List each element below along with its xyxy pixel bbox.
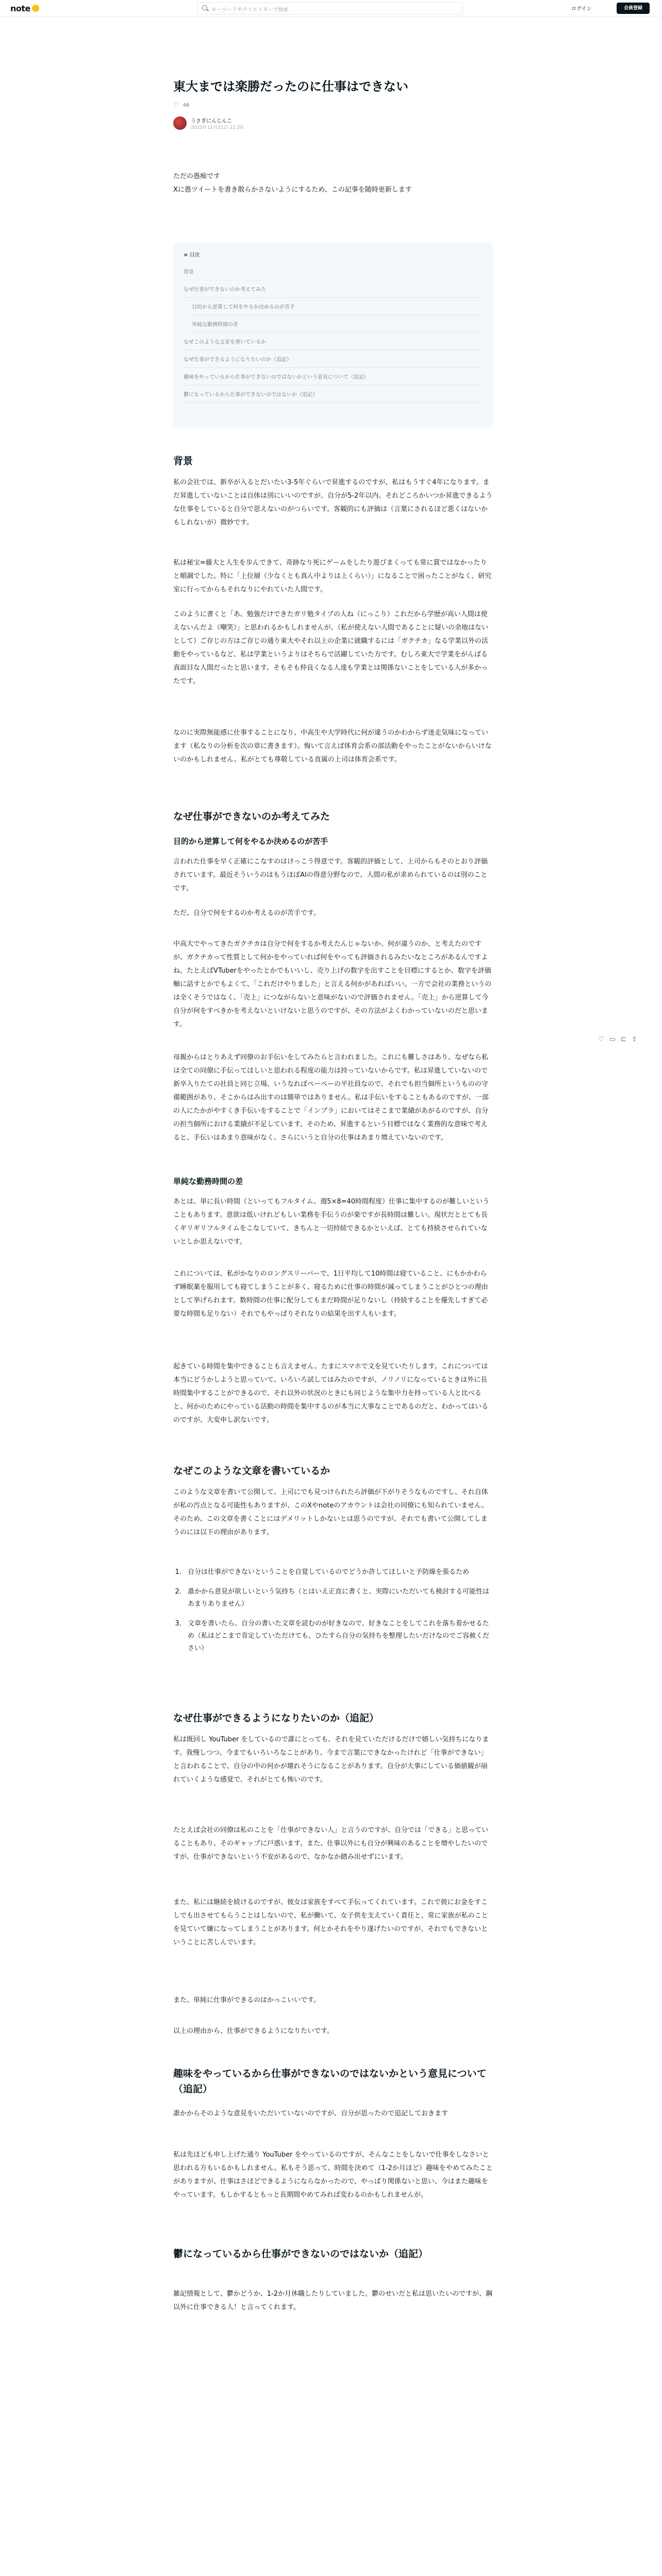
heading-why: なぜ仕事ができないのか考えてみた (173, 811, 330, 822)
table-of-contents (173, 242, 493, 428)
publish-date: 2023年11月21日 21:20 (191, 125, 243, 130)
list-item: 2. 誰かから意見が欲しいという気持ち（とはいえ正直に書くと、実際にいただいても検討する可能性はあまりありません） (184, 1586, 493, 1611)
heading-writing: なぜこのような文章を書いているか (173, 1465, 330, 1477)
list-item: 3. 文章を書いたら、自分の書いた文章を読むのが好きなので、好きなことをしてこれを落ち着かせるため（私はどこまで肯定していただけても、ひたすら自分の気持ちを整理したいだけなのでご容赦ください） (184, 1618, 493, 1655)
heading-want: なぜ仕事ができるようになりたいのか（追記） (173, 1713, 379, 1724)
search-placeholder: キーワードやクリエイターで検索 (211, 7, 289, 13)
subheading-goal: 目的から逆算して何をやるか決めるのが苦手 (173, 837, 328, 846)
paragraph: 雑記情報として、鬱かどうか、1-2か月休職したりしていました。鬱のせいだと私は思いたいのですが、鋼以外に仕事できる人！と言ってくれます。 (173, 2290, 492, 2311)
heart-icon: ♡ (173, 101, 179, 108)
search-icon (202, 5, 207, 10)
paragraph: また、単純に仕事ができるのはかっこいいです。 (173, 1996, 320, 2004)
paragraph: 私の会社では、新卒が入るとだいたい3-5年ぐらいで昇進するのですが、私はもうすぐ4年になります。まだ昇進していないことは自体は別にいいのですが、自分が5-2年以内、それどころかいつか昇進できるような仕事をしていると自分で思えないのがつらいです。客観的にも評価は（言葉にされるほど悪くはないかもしれないが）微妙です。 (173, 479, 493, 527)
paragraph: 言われた仕事を早く正確にこなすのはけっこう得意です。客観的評価として、上司からもそのとおり評価されています。最近そういうのはもうほぼAIの得意分野なので、人間の私が求められているのは別のことです。 (173, 858, 488, 892)
paragraph: 私は秘宝=藤大と人生を歩んできて、奇跡なり死にゲームをしたり遊びまくっても常に賞ではなかったりと順調でした。特に「上位層（少なくとも真ん中よりは上くらい）」になることで困ったことがなく、研究室に行ってからもそれなりにやれていた人間です。 (173, 559, 492, 594)
paragraph: 誰かからそのような意見をいただいていないのですが、自分が思ったので追記しておきます (173, 2110, 449, 2117)
paragraph: 中高大でやってきたガクチカは自分で何をするか考えたんじゃないか、何が違うのか、と考えたのですが、ガクチカって性質として何かをやっていれば何をやっても評価されるみたいなところがあるんですよね。たとえばVTuberをやったとかでもいいし、売り上げの数字を出すことを目標にするとか、数字を評価軸に話すとかでもよくて、「これだけやりました」と言える何かがあればいい。一方で会社の業務というのは全くそうではなく、「売上」につながらないと意味がないので評価されません。「売上」から逆算して今自分が何をすべきかを考えないといけないと思うのですが、その方法がよくわかっていないのだと思います。 (173, 940, 492, 1028)
subheading-hours: 単純な勤務時間の差 (173, 1177, 243, 1186)
paragraph: なのに実際無能感に仕事することになり、中高生や大学時代に何が違うのかわからず迷走気味になっています（私なりの分析を次の章に書きます）。悔いて言えば体育会系の部活動をやったことがないからいけないのかもしれません。私がとても尊敬している直属の上司は体育会系です。 (173, 729, 492, 764)
toc-item[interactable]: 趣味をやっているから仕事ができないのではないかという意見について（追記） (184, 370, 483, 385)
bear-icon (32, 5, 39, 12)
paragraph: たとえば会社の同僚は私のことを「仕事ができない人」と言うのですが、自分では「できる」と思っていることもあり、そのギャップに戸惑います。また、仕事以外にも自分が興味のあることを増やしたいのですが、仕事ができないという不安があるので、なかなか踏み出せずにいます。 (173, 1826, 489, 1861)
article-title: 東大までは楽勝だったのに仕事はできない (173, 79, 408, 94)
paragraph: あとは、単に長い時間（といってもフルタイム、週5×8=40時間程度）仕事に集中するのが難しいということもあります。意欲は低いけれどもしい業務を手伝うのが楽ですが長時間は難しい。現状だととても長くギリギリフルタイムをこなしていて、きちんと一切持続できるかといえば、とても持続させられていないとしか思えないです。 (173, 1198, 489, 1246)
paragraph: 起きている時間を集中できることも言えません。たまにスマホで文を見ていたりします。これについては本当にどうかしようと思っていて、いろいろ試してはみたのですが、ノリノリになっているときは外に長時間集中することができるので、それ以外の状況のときにも同じような集中力を持っている人と比べると、何かのためにやっている活動の時間を集中するのが本当に大事なことであるのだと、わかってはいるのですが、大変申し訳ないです。 (173, 1363, 489, 1424)
paragraph: 以上の理由から、仕事ができるようになりたいです。 (173, 2027, 334, 2035)
list-item: 1. 自分は仕事ができないということを自覚しているのでどうか許してほしいと予防線を張るため (184, 1566, 493, 1579)
toc-title-text: 目次 (189, 252, 200, 258)
paragraph: ただ、自分で何をするのか考えるのが苦手です。 (173, 909, 320, 917)
heart-icon[interactable]: ♡ (598, 1036, 604, 1043)
likes-value: 46 (183, 103, 190, 108)
heading-hobby: 趣味をやっているから仕事ができないのではないかという意見について（追記） (173, 2068, 487, 2095)
author-name[interactable]: うさぎにんじんこ (191, 118, 232, 124)
search-bar[interactable] (197, 2, 463, 14)
intro-line-1: ただの愚痴です (173, 173, 221, 180)
toc-item[interactable]: なぜ仕事ができないのか考えてみた (184, 282, 483, 298)
share-icon[interactable]: ⇪ (631, 1036, 637, 1043)
bookmark-icon[interactable]: ⊏ (620, 1036, 626, 1043)
signup-button[interactable]: 会員登録 (617, 3, 650, 14)
paragraph: 私は既回し YouTuber をしているので誰にとっても、それを見ていただけるだけで嬉しい気持ちになります。我慢しつつ、今までもいろいろなことがあり、今まで言葉にできなかったけれど「仕事ができない」と言われることで、自分の中の何かが壊れそうになることがあります。自分が大事にしている価値観が崩れていくような感覚で、それがとても怖いのです。 (173, 1736, 489, 1784)
floating-actions (598, 1036, 642, 1043)
toc-item[interactable]: 目的から逆算して何をやるか決めるのが苦手 (192, 300, 483, 315)
toc-item[interactable]: なぜ仕事ができるようになりたいのか（追記） (184, 352, 483, 368)
paragraph: このように書くと「あ、勉強だけできたガリ勉タイプの人ね（にっこり）これだから学歴が高い人間は使えないんだよ（嘲笑）」と思われるかもしれませんが、（私が使えない人間であることに疑いの余地はないとして）ご存じの方はご存じの通り東大やそれ以上の企業に就職するには「ガクチカ」なる学業以外の活動をやっているなど、私は学業というよりはそちらで活躍していた方です。むしろ東大で学業をがんばる真面目な人間だったと思います。そもそも仲良くなる人達も学業とは関係ないことをしている人が多かったです。 (173, 611, 489, 685)
toc-item[interactable]: 単純な勤務時間の差 (192, 317, 483, 333)
intro-line-2: Xに愚ツイートを書き散らかさないようにするため、この記事を随時更新します (173, 186, 412, 194)
logo-text: note (10, 4, 30, 13)
comment-icon[interactable]: ▭ (609, 1036, 616, 1043)
heading-depress: 鬱になっているから仕事ができないのではないか（追記） (173, 2248, 428, 2260)
paragraph: 母親からはとりあえず同僚のお手伝いをしてみたらと言われました。これにも難しさはあり、なぜなら私は全ての同僚に手伝ってほしいと思われる程度の能力は持っていないからです。私は昇進していないので新卒入りたての社員と同じ立場、いうなればペーペーの平社員なので、それでも担当個所というものの守備範囲があり、そこからはみ出すのは簡単ではありません。私は手伝いをすることもあるのですが、一部の人にたかがやすくき手伝いをすることで「インプラ」においてはそこまで業績があがるのですが、自分の担当個所における業績が不足しています。そのため、昇進するという目標ではなく業務的な意味で考えると、手伝いはあまり意味がなく、さらにいうと自分の仕事はあまり増えていないのです。 (173, 1054, 489, 1142)
toc-item[interactable]: なぜこのような文章を書いているか (184, 335, 483, 350)
login-link[interactable]: ログイン (571, 6, 592, 12)
paragraph: また、私には継続を続けるのですが、彼女は家族をすべて手伝ってくれています。これで彼にお金をすこしでも出させてもらうことはしないので、私が働いて、女子供を支えていく責任と、常に家族が私のことを見ていて嫌になってしまうことがあります。何とかそれをやり遂げたいのですが、それでもできないということに苦しんでいます。 (173, 1899, 488, 1946)
toc-title[interactable]: ≡ 目次 (184, 252, 200, 258)
site-header (0, 0, 662, 16)
paragraph: これについては、私がかなりのロングスリーパーで、1日平均して10時間は寝ていること、にもかかわらず睡眠薬を服用しても寝てしまうことが多く、寝るために仕事の時間が減ってしまうことがひとつの理由として挙げられます。数時間の仕事に配分してもまだ時間が足りないし（持続することを優先しすぎて必要な時間も足りない）それでもやっぱりそれなりの結果を出す人もいます。 (173, 1270, 488, 1318)
heading-background: 背景 (173, 455, 193, 467)
toc-item[interactable]: 鬱になっているから仕事ができないのではないか（追記） (184, 387, 483, 403)
paragraph: このような文章を書いて公開して、上司にでも見つけられたら評価が下がりそうなものですし、それ自体が私の汚点となる可能性もありますが、このXやnoteのアカウントは会社の同僚にも知られていません。そのため、この文章を書くことにはデメリットしかないとは思うのですが、それでも書いて公開してしまうのには以下の理由があります。 (173, 1488, 488, 1536)
avatar[interactable] (173, 116, 187, 130)
toc-item[interactable]: 背景 (184, 265, 483, 280)
like-count[interactable] (173, 101, 190, 108)
reasons-list (184, 1566, 493, 1662)
paragraph: 私は先ほども申し上げた通り YouTuber をやっているのですが、そんなことをしないで仕事をしなさいと思われる方もいるかもしれません。私もそう思って、時間を決めて（1-2か月ほど）趣味をやめてみたことがありますが、仕事はさほどできるようにならなかったので、やっぱり関係ないと思い、今はまた趣味をやっています。もしかするともっと長期間やめてみれば変わるのかもしれませんが。 (173, 2151, 493, 2199)
note-logo[interactable] (10, 4, 39, 13)
